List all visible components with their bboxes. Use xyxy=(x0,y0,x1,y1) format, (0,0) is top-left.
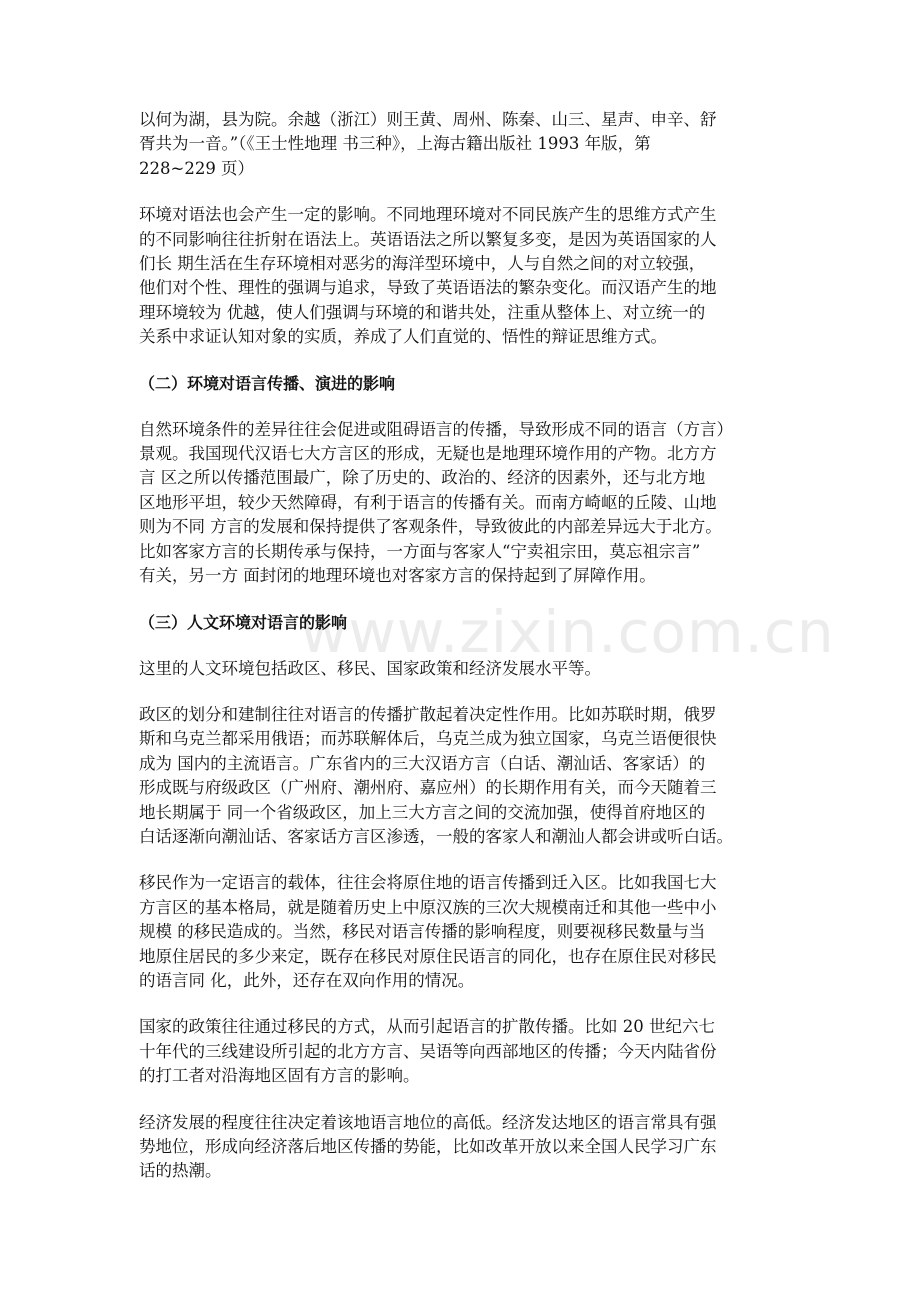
paragraph-5 xyxy=(139,703,791,849)
paragraph-1 xyxy=(139,108,791,181)
text-line: 地长期属于 同一个省级政区，加上三大方言之间的交流加强，使得首府地区的 xyxy=(139,802,706,822)
text-line: 形成既与府级政区（广州府、潮州府、嘉应州）的长期作用有关，而今天随着三 xyxy=(139,778,717,798)
text-line: 比如客家方言的长期传承与保持，一方面与客家人“宁卖祖宗田，莫忘祖宗言” xyxy=(139,541,701,561)
text-line: 方言区的基本格局，就是随着历史上中原汉族的三次大规模南迁和其他一些中小 xyxy=(139,897,717,917)
text-line: 理环境较为 优越，使人们强调与环境的和谐共处，注重从整体上、对立统一的 xyxy=(139,302,706,322)
text-line: 言 区之所以传播范围最广，除了历史的、政治的、经济的因素外，还与北方地 xyxy=(139,468,706,488)
document-body xyxy=(139,108,791,1206)
text-line: 经济发展的程度往往决定着该地语言地位的高低。经济发达地区的语言常具有强 xyxy=(139,1112,717,1132)
text-line: 景观。我国现代汉语七大方言区的形成，无疑也是地理环境作用的产物。北方方 xyxy=(139,444,717,464)
text-line: 白话逐渐向潮汕话、客家话方言区渗透，一般的客家人和潮汕人都会讲或听白话。 xyxy=(139,826,733,846)
text-line: 们长 期生活在生存环境相对恶劣的海洋型环境中，人与自然之间的对立较强， xyxy=(139,254,706,274)
text-line: 政区的划分和建制往往对语言的传播扩散起着决定性作用。比如苏联时期，俄罗 xyxy=(139,704,717,724)
paragraph-3 xyxy=(139,418,791,589)
text-line: 十年代的三线建设所引起的北方方言、吴语等向西部地区的传播；今天内陆省份 xyxy=(139,1041,717,1061)
text-line: 228~229 页） xyxy=(139,158,255,178)
text-line: 环境对语法也会产生一定的影响。不同地理环境对不同民族产生的思维方式产生 xyxy=(139,205,717,225)
text-line: 自然环境条件的差异往往会促进或阻碍语言的传播，导致形成不同的语言（方言） xyxy=(139,419,733,439)
text-line: 势地位，形成向经济落后地区传播的势能，比如改革开放以来全国人民学习广东 xyxy=(139,1137,717,1156)
text-line: 这里的人文环境包括政区、移民、国家政策和经济发展水平等。 xyxy=(139,658,601,678)
text-line: 关系中求证认知对象的实质，养成了人们直觉的、悟性的辩证思维方式。 xyxy=(139,327,667,347)
text-line: 区地形平坦，较少天然障碍，有利于语言的传播有关。而南方崎岖的丘陵、山地 xyxy=(139,492,717,512)
text-line: 成为 国内的主流语言。广东省内的三大汉语方言（白话、潮汕话、客家话）的 xyxy=(139,753,706,773)
text-line: 则为不同 方言的发展和保持提供了客观条件，导致彼此的内部差异远大于北方。 xyxy=(139,517,722,537)
paragraph-8 xyxy=(139,1111,791,1184)
text-line: 规模 的移民造成的。当然，移民对语言传播的影响程度，则要视移民数量与当 xyxy=(139,922,706,942)
text-line: 国家的政策往往通过移民的方式，从而引起语言的扩散传播。比如 20 世纪六七 xyxy=(139,1017,715,1037)
text-line: 以何为湖，县为院。余越（浙江）则王黄、周州、陈秦、山三、星声、申辛、舒 xyxy=(139,110,717,129)
paragraph-2 xyxy=(139,203,791,349)
section-heading-3: （三）人文环境对语言的影响 xyxy=(139,612,348,632)
paragraph-7 xyxy=(139,1015,791,1088)
paragraph-6 xyxy=(139,871,791,993)
text-line: 的不同影响往往折射在语法上。英语语法之所以繁复多变，是因为英语国家的人 xyxy=(139,229,717,249)
text-line: 有关，另一方 面封闭的地理环境也对客家方言的保持起到了屏障作用。 xyxy=(139,566,656,586)
text-line: 他们对个性、理性的强调与追求，导致了英语语法的繁杂变化。而汉语产生的地 xyxy=(139,278,717,298)
text-line: 地原住居民的多少来定，既存在移民对原住民语言的同化，也存在原住民对移民 xyxy=(139,946,717,966)
paragraph-4 xyxy=(139,657,791,681)
text-line: 话的热潮。 xyxy=(139,1161,222,1181)
text-line: 的语言同 化，此外，还存在双向作用的情况。 xyxy=(139,970,475,990)
text-line: 胥共为一音。”（《王士性地理 书三种》，上海古籍出版社 1993 年版，第 xyxy=(139,134,651,154)
text-line: 移民作为一定语言的载体，往往会将原住地的语言传播到迁入区。比如我国七大 xyxy=(139,873,717,893)
section-heading-2: （二）环境对语言传播、演进的影响 xyxy=(139,373,396,393)
text-line: 斯和乌克兰都采用俄语；而苏联解体后，乌克兰成为独立国家，乌克兰语便很快 xyxy=(139,729,717,749)
watermark: www.zixin.com.cn xyxy=(300,598,835,666)
text-line: 的打工者对沿海地区固有方言的影响。 xyxy=(139,1066,420,1086)
